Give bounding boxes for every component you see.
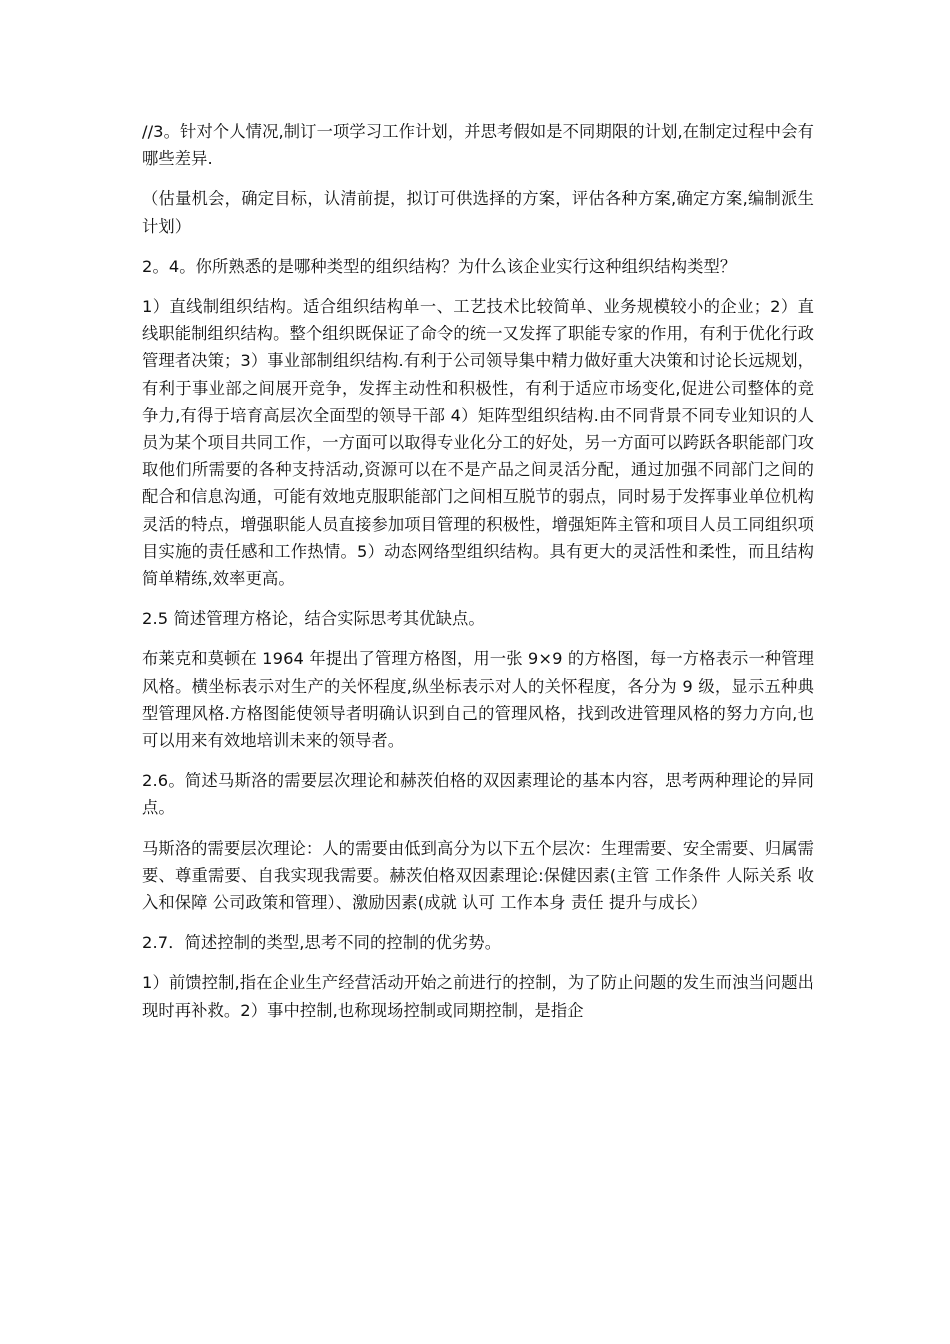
paragraph-2-5-question: 2.5 简述管理方格论，结合实际思考其优缺点。 [142, 609, 485, 629]
paragraph-2-7-answer: 1）前馈控制,指在企业生产经营活动开始之前进行的控制，为了防止问题的发生而浊当问题出现时再补救。2）事中控制,也称现场控制或同期控制，是指企 [142, 973, 814, 1020]
paragraph-3-answer: （估量机会，确定目标，认清前提，拟订可供选择的方案，评估各种方案,确定方案,编制派生计划） [142, 189, 814, 236]
paragraph-2-6-question: 2.6。简述马斯洛的需要层次理论和赫茨伯格的双因素理论的基本内容，思考两种理论的异同点。 [142, 771, 814, 818]
paragraph-3-study-plan-question: //3。针对个人情况,制订一项学习工作计划，并思考假如是不同期限的计划,在制定过程中会有哪些差异. [142, 122, 814, 169]
paragraph-2-4-answer: 1）直线制组织结构。适合组织结构单一、工艺技术比较简单、业务规模较小的企业；2）直线职能制组织结构。整个组织既保证了命令的统一又发挥了职能专家的作用，有利于优化行政管理者决策；3）事业部制组织结构.有利于公司领导集中精力做好重大决策和讨论长远规划，有利于事业部之间展开竞争，发挥主动性和积极性，有利于适应市场变化,促进公司整体的竞争力,有得于培育高层次全面型的领导干部 4）矩阵型组织结构.由不同背景不同专业知识的人员为某个项目共同工作，一方面可以取得专业化分工的好处，另一方面可以跨跃各职能部门攻取他们所需要的各种支持活动,资源可以在不是产品之间灵活分配，通过加强不同部门之间的配合和信息沟通，可能有效地克服职能部门之间相互脱节的弱点，同时易于发挥事业单位机构灵活的特点，增强职能人员直接参加项目管理的积极性，增强矩阵主管和项目人员工同组织项目实施的责任感和工作热情。5）动态网络型组织结构。具有更大的灵活性和柔性，而且结构简单精练,效率更高。 [142, 297, 814, 589]
paragraph-2-7-question: 2.7．简述控制的类型,思考不同的控制的优劣势。 [142, 933, 502, 953]
paragraph-2-4-question: 2。4。你所熟悉的是哪种类型的组织结构？为什么该企业实行这种组织结构类型？ [142, 256, 737, 276]
paragraph-2-6-answer: 马斯洛的需要层次理论：人的需要由低到高分为以下五个层次：生理需要、安全需要、归属需要、尊重需要、自我实现我需要。赫茨伯格双因素理论:保健因素(主管 工作条件 人际关系 收入和保障 公司政策和管理）、激励因素(成就 认可 工作本身 责任 提升与成长） [142, 838, 814, 913]
paragraph-2-5-answer: 布莱克和莫顿在 1964 年提出了管理方格图，用一张 9×9 的方格图，每一方格表示一种管理风格。横坐标表示对生产的关怀程度,纵坐标表示对人的关怀程度，各分为 9 级，显示五种典型管理风格.方格图能使领导者明确认识到自己的管理风格，找到改进管理风格的努力方向,也可以用来有效地培训未来的领导者。 [142, 649, 814, 751]
document-page [142, 118, 814, 1037]
